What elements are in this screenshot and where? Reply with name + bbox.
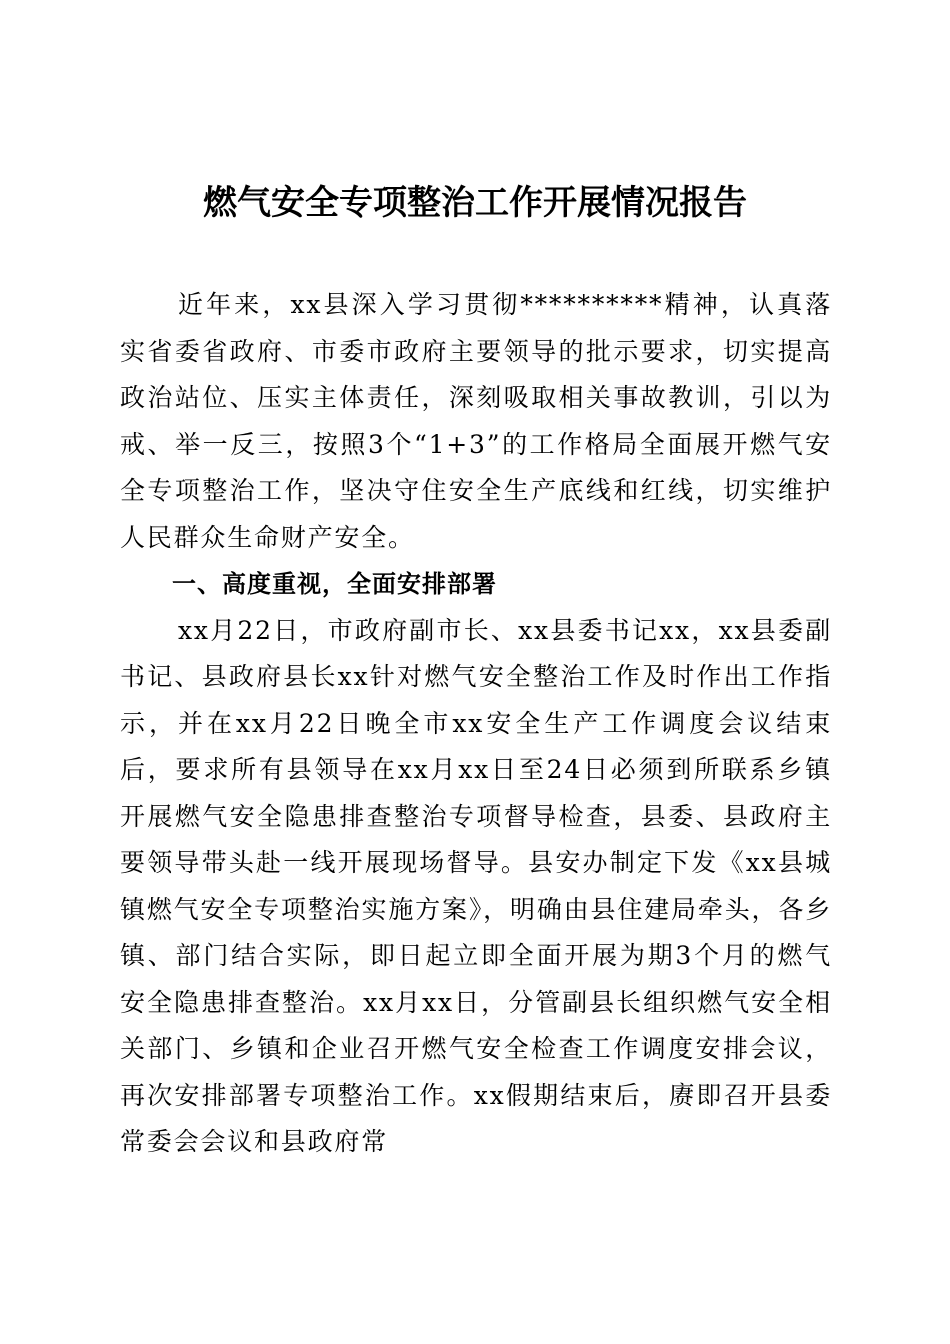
- document-title: 燃气安全专项整治工作开展情况报告: [203, 183, 747, 223]
- section-heading: 一、高度重视，全面安排部署: [172, 570, 497, 598]
- section-paragraph: xx月22日，市政府副市长、xx县委书记xx，xx县委副书记、县政府县长xx针对燃气安全整治工作及时作出工作指示，并在xx月22日晚全市xx安全生产工作调度会议结束后，要求所有县领导在xx月xx日至24日必须到所联系乡镇开展燃气安全隐患排查整治专项督导检查，县委、县政府主要领导带头赴一线开展现场督导。县安办制定下发《xx县城镇燃气安全专项整治实施方案》，明确由县住建局牵头，各乡镇、部门结合实际，即日起立即全面开展为期3个月的燃气安全隐患排查整治。xx月xx日，分管副县长组织燃气安全相关部门、乡镇和企业召开燃气安全检查工作调度安排会议，再次安排部署专项整治工作。xx假期结束后，赓即召开县委常委会会议和县政府常: [120, 615, 832, 1156]
- intro-paragraph: 近年来，xx县深入学习贯彻**********精神，认真落实省委省政府、市委市政府主要领导的批示要求，切实提高政治站位、压实主体责任，深刻吸取相关事故教训，引以为戒、举一反三，按照3个“1+3”的工作格局全面展开燃气安全专项整治工作，坚决守住安全生产底线和红线，切实维护人民群众生命财产安全。: [120, 290, 832, 552]
- document-body: [120, 282, 832, 1166]
